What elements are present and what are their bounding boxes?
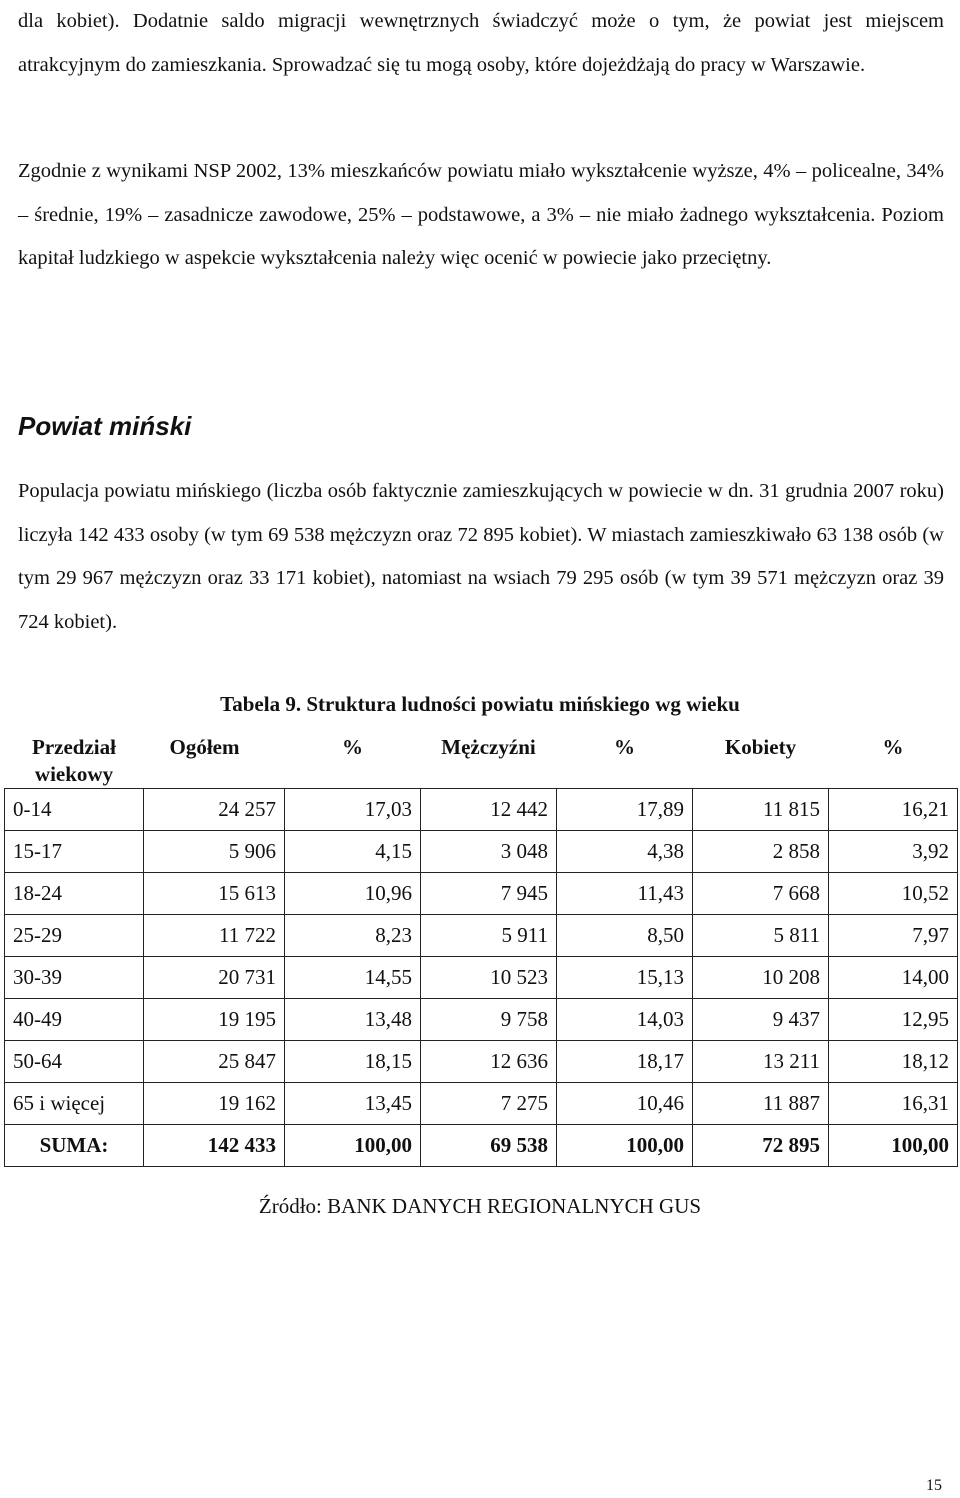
cell-percent-women: 16,31 — [829, 1083, 958, 1125]
cell-total-label: SUMA: — [5, 1125, 144, 1167]
cell-percent-men: 10,46 — [557, 1083, 693, 1125]
table-row — [5, 957, 958, 999]
cell-percent-women: 12,95 — [829, 999, 958, 1041]
cell-age-range: 15-17 — [5, 831, 144, 873]
cell-percent-total: 18,15 — [285, 1041, 421, 1083]
cell-men: 10 523 — [421, 957, 557, 999]
cell-percent-men: 8,50 — [557, 915, 693, 957]
cell-women: 5 811 — [693, 915, 829, 957]
cell-age-range: 65 i więcej — [5, 1083, 144, 1125]
cell-percent-women: 7,97 — [829, 915, 958, 957]
cell-men: 9 758 — [421, 999, 557, 1041]
cell-percent-total: 10,96 — [285, 873, 421, 915]
cell-percent-total: 14,55 — [285, 957, 421, 999]
cell-percent-women: 3,92 — [829, 831, 958, 873]
table-row — [5, 873, 958, 915]
cell-men: 69 538 — [421, 1125, 557, 1167]
cell-percent-total: 8,23 — [285, 915, 421, 957]
cell-percent-total: 4,15 — [285, 831, 421, 873]
cell-percent-men: 15,13 — [557, 957, 693, 999]
cell-women: 10 208 — [693, 957, 829, 999]
cell-total: 142 433 — [144, 1125, 285, 1167]
cell-percent-men: 18,17 — [557, 1041, 693, 1083]
cell-men: 5 911 — [421, 915, 557, 957]
cell-percent-total: 17,03 — [285, 789, 421, 831]
paragraph-migration: dla kobiet). Dodatnie saldo migracji wewnętrznych świadczyć może o tym, że powiat jest miejscem atrakcyjnym do zamieszkania. Sprowadzać się tu mogą osoby, które dojeżdżają do pracy w Warszawie. — [18, 10, 944, 76]
cell-age-range: 0-14 — [5, 789, 144, 831]
cell-age-range: 30-39 — [5, 957, 144, 999]
cell-total: 19 162 — [144, 1083, 285, 1125]
cell-total: 19 195 — [144, 999, 285, 1041]
cell-women: 2 858 — [693, 831, 829, 873]
cell-age-range: 40-49 — [5, 999, 144, 1041]
cell-men: 7 275 — [421, 1083, 557, 1125]
header-percent-men: % — [614, 735, 635, 759]
cell-percent-total: 100,00 — [285, 1125, 421, 1167]
cell-percent-women: 18,12 — [829, 1041, 958, 1083]
cell-percent-men: 100,00 — [557, 1125, 693, 1167]
header-age-range: Przedział wiekowy — [32, 735, 116, 786]
cell-total: 15 613 — [144, 873, 285, 915]
cell-women: 11 887 — [693, 1083, 829, 1125]
cell-men: 12 636 — [421, 1041, 557, 1083]
cell-men: 12 442 — [421, 789, 557, 831]
table-row — [5, 789, 958, 831]
table-total-row — [5, 1125, 958, 1167]
cell-total: 25 847 — [144, 1041, 285, 1083]
cell-total: 20 731 — [144, 957, 285, 999]
cell-age-range: 25-29 — [5, 915, 144, 957]
table-row — [5, 831, 958, 873]
section-heading: Powiat miński — [18, 411, 192, 441]
paragraph-population: Populacja powiatu mińskiego (liczba osób faktycznie zamieszkujących w powiecie w dn. 31 grudnia 2007 roku) liczyła 142 433 osoby (w tym 69 538 mężczyzn oraz 72 895 kobiet). W miastach zamieszkiwało 63 138 osób (w tym 29 967 mężczyzn oraz 33 171 kobiet), natomiast na wsiach 79 295 osób (w tym 39 571 mężczyzn oraz 39 724 kobiet). — [18, 480, 944, 633]
table-row — [5, 1083, 958, 1125]
cell-percent-men: 11,43 — [557, 873, 693, 915]
cell-percent-total: 13,48 — [285, 999, 421, 1041]
table-row — [5, 999, 958, 1041]
header-women: Kobiety — [724, 735, 797, 759]
table-row — [5, 1041, 958, 1083]
header-percent-women: % — [882, 735, 904, 759]
cell-age-range: 50-64 — [5, 1041, 144, 1083]
cell-percent-men: 4,38 — [557, 831, 693, 873]
age-structure-table — [4, 730, 958, 1167]
cell-percent-total: 13,45 — [285, 1083, 421, 1125]
cell-percent-women: 14,00 — [829, 957, 958, 999]
header-men: Mężczyźni — [441, 735, 536, 759]
cell-percent-men: 14,03 — [557, 999, 693, 1041]
cell-percent-women: 10,52 — [829, 873, 958, 915]
cell-women: 7 668 — [693, 873, 829, 915]
cell-women: 72 895 — [693, 1125, 829, 1167]
table-caption: Tabela 9. Struktura ludności powiatu mińskiego wg wieku — [220, 692, 740, 716]
cell-percent-women: 16,21 — [829, 789, 958, 831]
cell-men: 7 945 — [421, 873, 557, 915]
header-total: Ogółem — [169, 735, 240, 759]
header-percent-total: % — [342, 735, 363, 759]
cell-women: 9 437 — [693, 999, 829, 1041]
cell-women: 11 815 — [693, 789, 829, 831]
paragraph-education: Zgodnie z wynikami NSP 2002, 13% mieszkańców powiatu miało wykształcenie wyższe, 4% – policealne, 34% – średnie, 19% – zasadnicze zawodowe, 25% – podstawowe, a 3% – nie miało żadnego wykształcenia. Poziom kapitał ludzkiego w aspekcie wykształcenia należy więc ocenić w powiecie jako przeciętny. — [18, 160, 944, 269]
cell-women: 13 211 — [693, 1041, 829, 1083]
cell-total: 11 722 — [144, 915, 285, 957]
cell-age-range: 18-24 — [5, 873, 144, 915]
cell-percent-women: 100,00 — [829, 1125, 958, 1167]
source-note: Źródło: BANK DANYCH REGIONALNYCH GUS — [258, 1194, 702, 1218]
page-number: 15 — [926, 1477, 942, 1494]
cell-total: 5 906 — [144, 831, 285, 873]
cell-total: 24 257 — [144, 789, 285, 831]
table-header-row — [5, 730, 958, 789]
table-row — [5, 915, 958, 957]
cell-men: 3 048 — [421, 831, 557, 873]
cell-percent-men: 17,89 — [557, 789, 693, 831]
